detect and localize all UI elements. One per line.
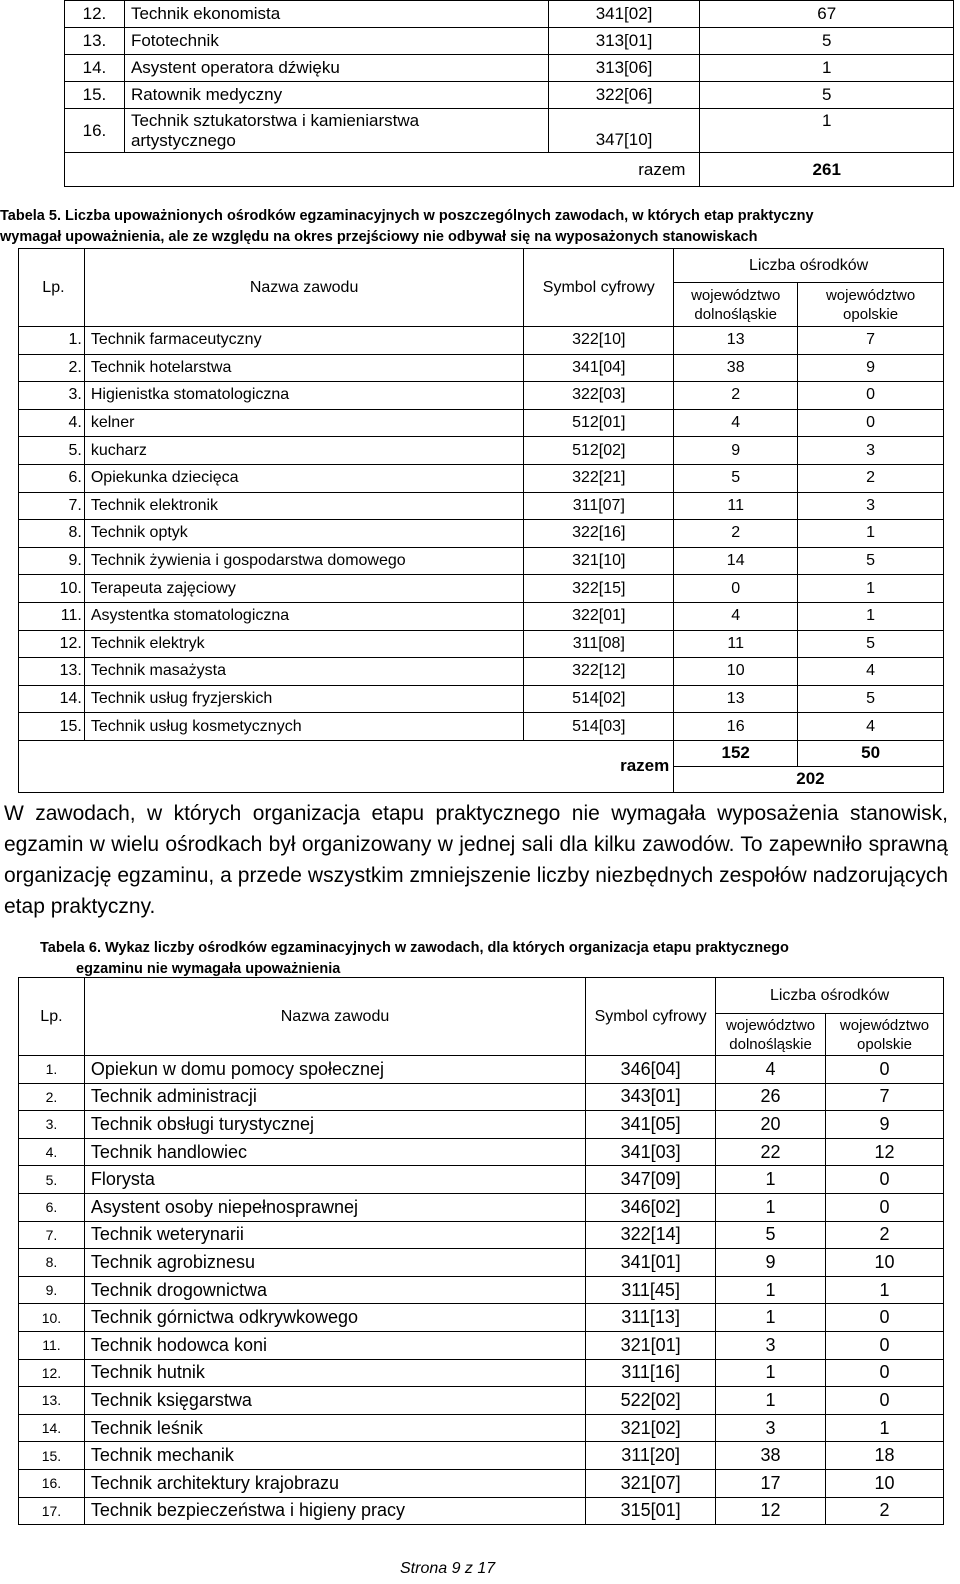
row-name: Technik bezpieczeństwa i higieny pracy xyxy=(84,1497,585,1525)
header-dolnoslaskie xyxy=(674,283,798,327)
row-lp: 7. xyxy=(19,492,85,520)
row-dolnoslaskie: 20 xyxy=(716,1111,826,1139)
row-symbol: 514[02] xyxy=(524,685,674,713)
header-lp: Lp. xyxy=(19,978,85,1056)
row-symbol: 313[06] xyxy=(548,55,700,82)
row-dolnoslaskie: 11 xyxy=(674,630,798,658)
row-count: 1 xyxy=(700,55,954,82)
row-symbol: 311[16] xyxy=(586,1359,716,1387)
row-opolskie: 10 xyxy=(826,1249,944,1277)
row-lp: 13. xyxy=(19,658,85,686)
row-opolskie: 2 xyxy=(798,464,944,492)
row-opolskie: 12 xyxy=(826,1138,944,1166)
row-name: Technik optyk xyxy=(84,520,524,548)
row-symbol: 341[04] xyxy=(524,354,674,382)
razem-label: razem xyxy=(65,153,700,187)
table-row xyxy=(19,1193,944,1221)
row-symbol: 322[01] xyxy=(524,602,674,630)
row-lp: 4. xyxy=(19,1138,85,1166)
table-row xyxy=(19,1414,944,1442)
row-opolskie: 2 xyxy=(826,1221,944,1249)
row-opolskie: 5 xyxy=(798,547,944,575)
row-lp: 8. xyxy=(19,520,85,548)
row-opolskie: 9 xyxy=(826,1111,944,1139)
table-row xyxy=(19,658,944,686)
row-name: Technik obsługi turystycznej xyxy=(84,1111,585,1139)
row-opolskie: 1 xyxy=(798,602,944,630)
sum-dolnoslaskie: 152 xyxy=(674,740,798,766)
table-continuation xyxy=(64,0,954,187)
row-symbol: 315[01] xyxy=(586,1497,716,1525)
header-symbol: Symbol cyfrowy xyxy=(586,978,716,1056)
row-opolskie: 0 xyxy=(798,409,944,437)
table-row xyxy=(19,1249,944,1277)
row-symbol: 321[10] xyxy=(524,547,674,575)
table-row xyxy=(19,602,944,630)
table-row xyxy=(19,327,944,355)
row-name: Asystent osoby niepełnosprawnej xyxy=(84,1193,585,1221)
row-lp: 14. xyxy=(65,55,125,82)
row-lp: 1. xyxy=(19,327,85,355)
row-lp: 12. xyxy=(19,1359,85,1387)
row-symbol: 322[06] xyxy=(548,82,700,109)
table-row xyxy=(19,382,944,410)
row-name: kelner xyxy=(84,409,524,437)
row-symbol: 346[04] xyxy=(586,1056,716,1084)
table-row xyxy=(19,547,944,575)
row-dolnoslaskie: 3 xyxy=(716,1414,826,1442)
row-name: Technik farmaceutyczny xyxy=(84,327,524,355)
row-name: Technik drogownictwa xyxy=(84,1276,585,1304)
header-opolskie xyxy=(826,1014,944,1056)
row-symbol: 512[02] xyxy=(524,437,674,465)
row-lp: 14. xyxy=(19,1414,85,1442)
row-opolskie: 10 xyxy=(826,1469,944,1497)
row-name: Higienistka stomatologiczna xyxy=(84,382,524,410)
row-lp: 6. xyxy=(19,464,85,492)
row-name: Technik ekonomista xyxy=(124,1,548,28)
row-opolskie: 1 xyxy=(826,1276,944,1304)
header-row xyxy=(19,249,944,283)
table-row xyxy=(19,1387,944,1415)
table-row xyxy=(19,354,944,382)
row-lp: 5. xyxy=(19,1166,85,1194)
table6 xyxy=(18,977,944,1525)
header-group: Liczba ośrodków xyxy=(716,978,944,1014)
row-dolnoslaskie: 16 xyxy=(674,713,798,741)
row-symbol: 311[20] xyxy=(586,1442,716,1470)
header-name: Nazwa zawodu xyxy=(84,978,585,1056)
row-lp: 17. xyxy=(19,1497,85,1525)
row-symbol: 321[01] xyxy=(586,1331,716,1359)
row-lp: 15. xyxy=(19,1442,85,1470)
row-opolskie: 0 xyxy=(826,1056,944,1084)
row-dolnoslaskie: 10 xyxy=(674,658,798,686)
row-name: Technik administracji xyxy=(84,1083,585,1111)
row-lp: 1. xyxy=(19,1056,85,1084)
table-row xyxy=(19,685,944,713)
table-row xyxy=(19,1056,944,1084)
header-lp: Lp. xyxy=(19,249,85,327)
row-dolnoslaskie: 2 xyxy=(674,520,798,548)
table-row xyxy=(19,409,944,437)
row-name: Technik hutnik xyxy=(84,1359,585,1387)
row-opolskie: 1 xyxy=(798,520,944,548)
table-row xyxy=(19,464,944,492)
row-name: Asystentka stomatologiczna xyxy=(84,602,524,630)
row-lp: 2. xyxy=(19,1083,85,1111)
row-symbol: 311[08] xyxy=(524,630,674,658)
razem-label: razem xyxy=(19,740,674,792)
row-opolskie: 0 xyxy=(826,1304,944,1332)
row-symbol: 322[12] xyxy=(524,658,674,686)
table6-caption xyxy=(40,938,789,980)
row-name: Technik elektryk xyxy=(84,630,524,658)
table-row xyxy=(19,1111,944,1139)
row-opolskie: 0 xyxy=(826,1331,944,1359)
row-symbol: 322[14] xyxy=(586,1221,716,1249)
row-opolskie: 0 xyxy=(826,1387,944,1415)
table-row xyxy=(65,55,954,82)
row-lp: 11. xyxy=(19,1331,85,1359)
row-lp: 2. xyxy=(19,354,85,382)
header-o-line1: województwo xyxy=(839,1016,930,1034)
row-dolnoslaskie: 5 xyxy=(716,1221,826,1249)
row-dolnoslaskie: 1 xyxy=(716,1387,826,1415)
row-name: Technik usług fryzjerskich xyxy=(84,685,524,713)
row-dolnoslaskie: 17 xyxy=(716,1469,826,1497)
row-count: 5 xyxy=(700,28,954,55)
row-name: Technik żywienia i gospodarstwa domowego xyxy=(84,547,524,575)
header-d-line2: dolnośląskie xyxy=(694,305,777,323)
row-dolnoslaskie: 1 xyxy=(716,1304,826,1332)
table-row xyxy=(19,1221,944,1249)
row-opolskie: 4 xyxy=(798,658,944,686)
total-count: 261 xyxy=(700,153,954,187)
table-row xyxy=(19,713,944,741)
row-opolskie: 3 xyxy=(798,437,944,465)
row-dolnoslaskie: 12 xyxy=(716,1497,826,1525)
table-row xyxy=(65,82,954,109)
row-name: Opiekunka dziecięca xyxy=(84,464,524,492)
row-name: Fototechnik xyxy=(124,28,548,55)
table-row xyxy=(19,520,944,548)
row-symbol: 322[15] xyxy=(524,575,674,603)
row-opolskie: 7 xyxy=(798,327,944,355)
row-name: Technik elektronik xyxy=(84,492,524,520)
row-lp: 16. xyxy=(19,1469,85,1497)
row-symbol: 311[07] xyxy=(524,492,674,520)
table-row xyxy=(19,437,944,465)
row-lp: 11. xyxy=(19,602,85,630)
row-dolnoslaskie: 13 xyxy=(674,685,798,713)
razem-row xyxy=(65,153,954,187)
row-opolskie: 5 xyxy=(798,685,944,713)
row-dolnoslaskie: 14 xyxy=(674,547,798,575)
row-lp: 10. xyxy=(19,575,85,603)
row-lp: 12. xyxy=(19,630,85,658)
table5 xyxy=(18,248,944,793)
row-dolnoslaskie: 1 xyxy=(716,1276,826,1304)
row-name: Terapeuta zajęciowy xyxy=(84,575,524,603)
row-name: Technik agrobiznesu xyxy=(84,1249,585,1277)
row-name: Asystent operatora dźwięku xyxy=(124,55,548,82)
row-symbol: 512[01] xyxy=(524,409,674,437)
row-name: Technik hotelarstwa xyxy=(84,354,524,382)
sum-opolskie: 50 xyxy=(798,740,944,766)
row-lp: 16. xyxy=(65,109,125,153)
header-d-line1: województwo xyxy=(725,1016,816,1034)
row-dolnoslaskie: 9 xyxy=(674,437,798,465)
row-dolnoslaskie: 11 xyxy=(674,492,798,520)
row-opolskie: 1 xyxy=(798,575,944,603)
row-symbol: 341[03] xyxy=(586,1138,716,1166)
table-row xyxy=(19,1469,944,1497)
row-dolnoslaskie: 0 xyxy=(674,575,798,603)
row-name: Technik księgarstwa xyxy=(84,1387,585,1415)
row-name-line2: artystycznego xyxy=(130,130,236,150)
header-row xyxy=(19,978,944,1014)
table-row xyxy=(19,1166,944,1194)
row-name: Ratownik medyczny xyxy=(124,82,548,109)
row-dolnoslaskie: 1 xyxy=(716,1166,826,1194)
row-name xyxy=(124,109,548,153)
row-name: Technik masażysta xyxy=(84,658,524,686)
row-dolnoslaskie: 22 xyxy=(716,1138,826,1166)
row-name: Technik architektury krajobrazu xyxy=(84,1469,585,1497)
row-symbol: 322[16] xyxy=(524,520,674,548)
table-row xyxy=(19,1083,944,1111)
header-name: Nazwa zawodu xyxy=(84,249,524,327)
row-name: Technik weterynarii xyxy=(84,1221,585,1249)
header-o-line2: opolskie xyxy=(856,1035,913,1053)
row-symbol: 322[10] xyxy=(524,327,674,355)
header-group: Liczba ośrodków xyxy=(674,249,944,283)
row-count: 67 xyxy=(700,1,954,28)
row-symbol: 341[01] xyxy=(586,1249,716,1277)
row-symbol: 347[09] xyxy=(586,1166,716,1194)
table5-caption-line2: wymagał upoważnienia, ale ze względu na okres przejściowy nie odbywał się na wyposażonych stanowiskach xyxy=(0,229,758,245)
row-opolskie: 0 xyxy=(826,1359,944,1387)
row-symbol: 346[02] xyxy=(586,1193,716,1221)
row-lp: 7. xyxy=(19,1221,85,1249)
table-row xyxy=(65,109,954,153)
row-lp: 10. xyxy=(19,1304,85,1332)
row-dolnoslaskie: 1 xyxy=(716,1193,826,1221)
table-row xyxy=(19,492,944,520)
row-lp: 9. xyxy=(19,547,85,575)
row-dolnoslaskie: 26 xyxy=(716,1083,826,1111)
row-symbol: 322[03] xyxy=(524,382,674,410)
row-opolskie: 0 xyxy=(826,1166,944,1194)
row-lp: 15. xyxy=(19,713,85,741)
row-opolskie: 0 xyxy=(798,382,944,410)
row-lp: 3. xyxy=(19,1111,85,1139)
row-lp: 5. xyxy=(19,437,85,465)
row-name: Technik górnictwa odkrywkowego xyxy=(84,1304,585,1332)
header-o-line2: opolskie xyxy=(843,305,899,323)
row-lp: 9. xyxy=(19,1276,85,1304)
header-d-line2: dolnośląskie xyxy=(729,1035,812,1053)
row-symbol: 514[03] xyxy=(524,713,674,741)
row-opolskie: 5 xyxy=(798,630,944,658)
row-symbol: 321[02] xyxy=(586,1414,716,1442)
row-dolnoslaskie: 2 xyxy=(674,382,798,410)
table6-caption-line1: Tabela 6. Wykaz liczby ośrodków egzaminacyjnych w zawodach, dla których organizacja etapu praktycznego xyxy=(40,940,789,956)
table-row xyxy=(19,575,944,603)
row-name: Florysta xyxy=(84,1166,585,1194)
row-name: Technik handlowiec xyxy=(84,1138,585,1166)
row-dolnoslaskie: 4 xyxy=(716,1056,826,1084)
table5-caption-line1: Tabela 5. Liczba upoważnionych ośrodków egzaminacyjnych w poszczególnych zawodach, w których etap praktyczny xyxy=(0,208,814,224)
row-lp: 8. xyxy=(19,1249,85,1277)
table-row xyxy=(19,630,944,658)
table-row xyxy=(65,1,954,28)
razem-row xyxy=(19,740,944,766)
row-count: 5 xyxy=(700,82,954,109)
row-opolskie: 1 xyxy=(826,1414,944,1442)
row-symbol: 321[07] xyxy=(586,1469,716,1497)
row-symbol: 347[10] xyxy=(548,109,700,153)
row-dolnoslaskie: 3 xyxy=(716,1331,826,1359)
table-row xyxy=(19,1276,944,1304)
row-lp: 12. xyxy=(65,1,125,28)
row-opolskie: 7 xyxy=(826,1083,944,1111)
header-dolnoslaskie xyxy=(716,1014,826,1056)
row-symbol: 341[02] xyxy=(548,1,700,28)
row-symbol: 311[13] xyxy=(586,1304,716,1332)
row-lp: 4. xyxy=(19,409,85,437)
row-dolnoslaskie: 1 xyxy=(716,1359,826,1387)
row-dolnoslaskie: 5 xyxy=(674,464,798,492)
total-count: 202 xyxy=(674,766,944,792)
row-opolskie: 9 xyxy=(798,354,944,382)
row-dolnoslaskie: 38 xyxy=(674,354,798,382)
row-dolnoslaskie: 4 xyxy=(674,409,798,437)
row-opolskie: 3 xyxy=(798,492,944,520)
row-name-line1: Technik sztukatorstwa i kamieniarstwa xyxy=(130,110,420,130)
table-row xyxy=(19,1138,944,1166)
row-dolnoslaskie: 9 xyxy=(716,1249,826,1277)
row-name: Technik usług kosmetycznych xyxy=(84,713,524,741)
page-footer: Strona 9 z 17 xyxy=(400,1560,496,1577)
row-symbol: 343[01] xyxy=(586,1083,716,1111)
row-name: Technik mechanik xyxy=(84,1442,585,1470)
row-opolskie: 2 xyxy=(826,1497,944,1525)
row-lp: 13. xyxy=(65,28,125,55)
row-lp: 14. xyxy=(19,685,85,713)
table-row xyxy=(19,1442,944,1470)
header-opolskie xyxy=(798,283,944,327)
table-row xyxy=(19,1331,944,1359)
row-name: Opiekun w domu pomocy społecznej xyxy=(84,1056,585,1084)
row-name: Technik hodowca koni xyxy=(84,1331,585,1359)
table5-caption xyxy=(0,206,814,248)
row-lp: 15. xyxy=(65,82,125,109)
row-lp: 6. xyxy=(19,1193,85,1221)
row-count: 1 xyxy=(700,109,954,153)
row-name: Technik leśnik xyxy=(84,1414,585,1442)
row-dolnoslaskie: 13 xyxy=(674,327,798,355)
row-lp: 13. xyxy=(19,1387,85,1415)
body-paragraph: W zawodach, w których organizacja etapu praktycznego nie wymagała wyposażenia stanowisk, egzamin w wielu ośrodkach był organizowany w jednej sali dla kilku zawodów. To zapewniło sprawną organizację egzaminu, a przede wszystkim zmniejszenie liczby niezbędnych zespołów nadzorujących etap praktyczny. xyxy=(4,802,948,918)
table-row xyxy=(65,28,954,55)
row-dolnoslaskie: 38 xyxy=(716,1442,826,1470)
table-row xyxy=(19,1304,944,1332)
row-symbol: 322[21] xyxy=(524,464,674,492)
row-name: kucharz xyxy=(84,437,524,465)
header-o-line1: województwo xyxy=(825,286,916,304)
row-dolnoslaskie: 4 xyxy=(674,602,798,630)
header-d-line1: województwo xyxy=(691,286,781,304)
row-lp: 3. xyxy=(19,382,85,410)
row-symbol: 522[02] xyxy=(586,1387,716,1415)
table-row xyxy=(19,1497,944,1525)
header-symbol: Symbol cyfrowy xyxy=(524,249,674,327)
row-symbol: 311[45] xyxy=(586,1276,716,1304)
table-row xyxy=(19,1359,944,1387)
row-symbol: 313[01] xyxy=(548,28,700,55)
row-symbol: 341[05] xyxy=(586,1111,716,1139)
row-opolskie: 0 xyxy=(826,1193,944,1221)
row-opolskie: 4 xyxy=(798,713,944,741)
row-opolskie: 18 xyxy=(826,1442,944,1470)
table6-caption-line2: egzaminu nie wymagała upoważnienia xyxy=(76,961,341,977)
